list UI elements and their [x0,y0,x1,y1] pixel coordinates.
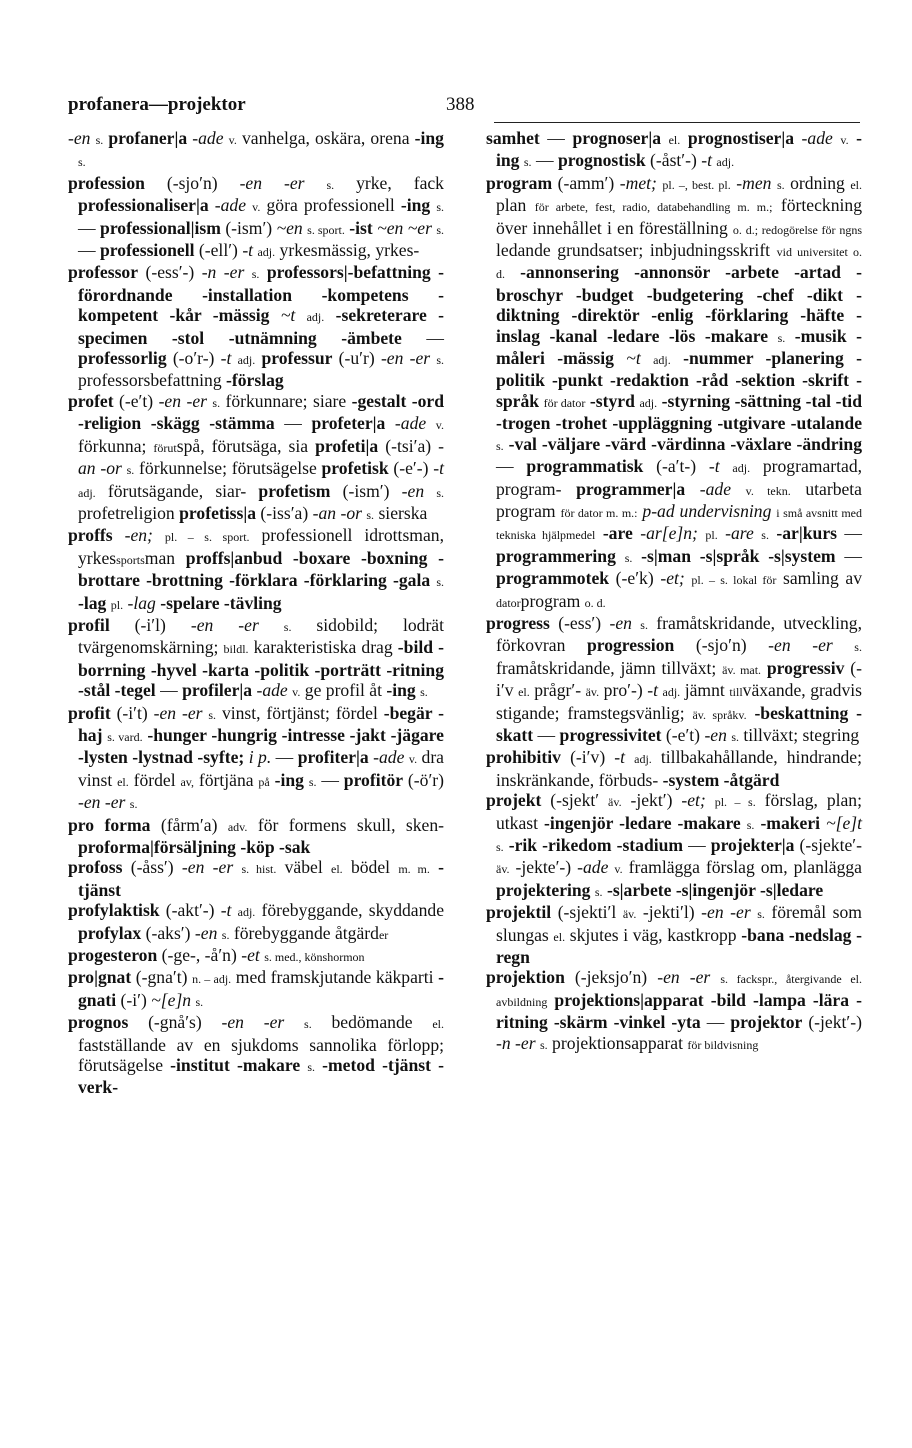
entry-prognos: prognos (-gnå′s) -en -er s. bedömande el. fastställande av en sjukdoms sannolika förlopp; förutsägelse -institut -makare s. -metod -tjänst -verk- [68,1012,444,1098]
entry-prognat: pro|gnat (-gna′t) n. – adj. med framskjutande käkparti -gnati (-i′) ~[e]n s. [68,967,444,1010]
header-rule [494,122,860,123]
entry-profoss: profoss (-åss′) -en -er s. hist. väbel el. bödel m. m. -tjänst [68,857,445,900]
entry-program: program (-amm′) -met; pl. –, best. pl. -men s. ordning el. plan för arbete, fest, radio, databehandling m. m.; förteckning över innehållet i en föreställning o. d.; redogörelse för ngns ledande grundsatser; inbjudningsskrift vid universitet o. d. -annonsering -annonsör -arbete -artad -broschyr -budget -budgetering -chef -dikt -diktning -direktör -enlig -förklaring -häfte -inslag -kanal -ledare -lös -makare s. -musik -måleri -mässig ~t adj. -nummer -planering -politik -punkt -redaktion -råd -sektion -skrift -språk för dator -styrd adj. -styrning -sättning -tal -tid -trogen -trohet -uppläggning -utgivare -utalande s. -val -väljare -värd -värdinna -växlare -ändring — programmatisk (-a′t-) -t adj. programartad, program- programmer|a -ade v. tekn. utarbeta program för dator m. m.: p-ad undervisning i små avsnitt med tekniska hjälpmedel -are -ar[e]n; pl. -are s. -ar|kurs — programmering s. -s|man -s|språk -s|system — programmotek (-e′k) -et; pl. – s. lokal för samling av datorprogram o. d. [486,172,863,611]
entry-profil: profil (-i′l) -en -er s. sidobild; lodrät tvärgenomskärning; bildl. karakteristiska drag -bild -borrning -hyvel -karta -politik -porträtt -ritning -stål -tegel — profiler|a -ade v. ge profil åt -ing s. [68,614,445,701]
entry-profit: profit (-i′t) -en -er s. vinst, förtjänst; fördel -begär -haj s. vard. -hunger -hungrig -intresse -jakt -jägare -lysten -lystnad -syfte; i p. — profiter|a -ade v. dra vinst el. fördel av, förtjäna på -ing s. — profitör (-ö′r) -en -er s. [68,702,445,813]
page-number: 388 [446,94,475,115]
entry-progesteron: progesteron (-ge-, -å′n) -et s. med., könshormon [68,945,365,966]
left-column [68,128,444,1098]
entry-prohibitiv: prohibitiv (-i′v) -t adj. tillbakahållande, hindrande; inskränkande, förbuds- -system -åtgärd [486,747,862,790]
running-head: profanera—projektor [68,94,246,115]
entry-profanera: -en s. profaner|a -ade v. vanhelga, oskära, orena -ing s. [68,128,444,170]
entry-profylaktisk: profylaktisk (-akt′-) -t adj. förebyggande, skyddande profylax (-aks′) -en s. förebyggande åtgärder [68,900,444,943]
entry-profet: profet (-e′t) -en -er s. förkunnare; siare -gestalt -ord -religion -skägg -stämma — profeter|a -ade v. förkunna; förutspå, förutsäga, sia profeti|a (-tsi′a) -an -or s. förkunnelse; förutsägelse profetisk (-e′-) -t adj. förutsägande, siar- profetism (-ism′) -en s. profetreligion profetiss|a (-iss′a) -an -or s. sierska [68,390,444,523]
page-header [68,94,860,120]
entry-progress: progress (-ess′) -en s. framåtskridande, utveckling, förkovran progression (-sjo′n) -en -er s. framåtskridande, jämn tillväxt; äv. mat. progressiv (-i′v el. prågr′- äv. pro′-) -t adj. jämnt tillväxande, gradvis stigande; framstegsvänlig; äv. språkv. -beskattning -skatt — progressivitet (-e′t) -en s. tillväxt; stegring [486,612,862,745]
entry-profession: profession (-sjo′n) -en -er s. yrke, fack professionaliser|a -ade v. göra professionell -ing s. — professional|ism (-ism′) ~en s. sport. -ist ~en ~er s. — professionell (-ell′) -t adj. yrkesmässig, yrkes- [68,172,445,261]
entry-pro-forma: pro forma (fårm′a) adv. för formens skull, sken- proforma|försäljning -köp -sak [68,814,444,857]
entry-projektil: projektil (-sjekti′l äv. -jekti′l) -en -er s. föremål som slungas el. skjutes i väg, kastkropp -bana -nedslag -regn [486,902,862,968]
entry-professor: professor (-ess′-) -n -er s. professors|-befattning -förordnande -installation -kompetens -kompetent -kår -mässig ~t adj. -sekreterare -specimen -stol -utnämning -ämbete — professorlig (-o′r-) -t adj. professur (-u′r) -en -er s. professorsbefattning -förslag [68,262,445,391]
entry-prognos-continued: samhet — prognoser|a el. prognostiser|a -ade v. -ing s. — prognostisk (-åst′-) -t adj. [486,128,862,171]
entry-projektion: projektion (-jeksjo′n) -en -er s. fackspr., återgivande el. avbildning projektions|apparat -bild -lampa -lära -ritning -skärm -vinkel -yta — projektor (-jekt′-) -n -er s. projektionsapparat för bildvisning [486,967,863,1053]
entry-projekt: projekt (-sjekt′ äv. -jekt′) -et; pl. – s. förslag, plan; utkast -ingenjör -ledare -makare s. -makeri ~[e]t s. -rik -rikedom -stadium — projekter|a (-sjekte′- äv. -jekte′-) -ade v. framlägga förslag om, planlägga projektering s. -s|arbete -s|ingenjör -s|ledare [486,790,862,900]
right-column [486,128,862,1055]
entry-proffs: proffs -en; pl. – s. sport. professionell idrottsman, yrkessportsman proffs|anbud -boxare -boxning -brottare -brottning -förklara -förklaring -gala s. -lag pl. -lag -spelare -tävling [68,525,444,613]
